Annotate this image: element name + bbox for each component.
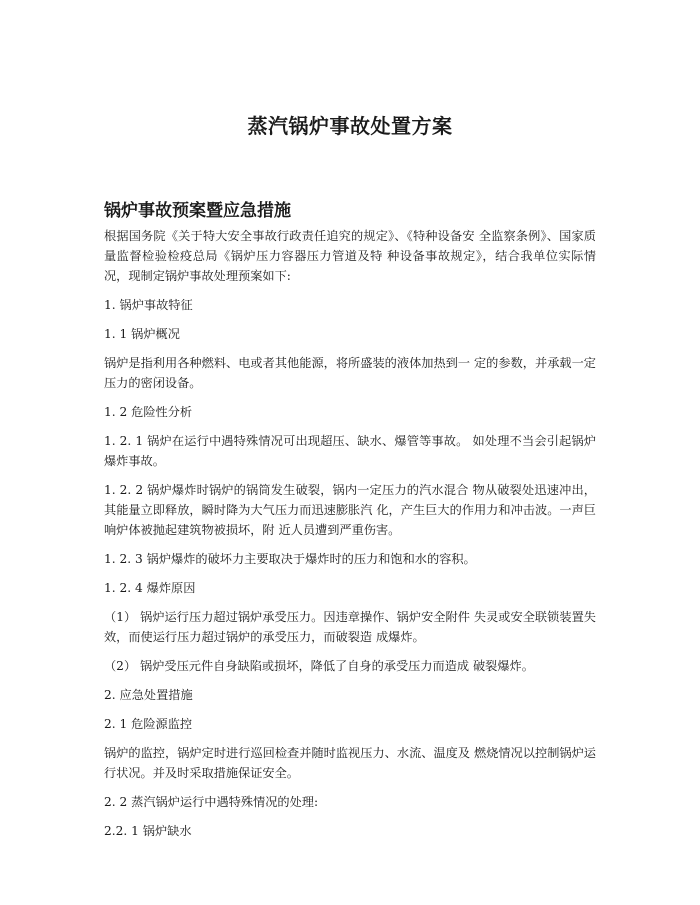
paragraph-cause-1: （1） 锅炉运行压力超过锅炉承受压力。因违章操作、锅炉安全附件 失灵或安全联锁装置失效，而使运行压力超过锅炉的承受压力，而破裂造 成爆炸。: [104, 610, 596, 644]
paragraph-heading-2: 2. 应急处置措施: [104, 688, 193, 702]
paragraph-heading-1-2: 1. 2 危险性分析: [104, 405, 193, 419]
paragraph-heading-1-1: 1. 1 锅炉概况: [104, 327, 180, 341]
paragraph-1-2-3: 1. 2. 3 锅炉爆炸的破坏力主要取决于爆炸时的压力和饱和水的容积。: [104, 552, 476, 566]
paragraph-1-2-4: 1. 2. 4 爆炸原因: [104, 581, 196, 595]
section-heading: 锅炉事故预案暨应急措施: [104, 201, 291, 221]
paragraph-cause-2: （2） 锅炉受压元件自身缺陷或损坏，降低了自身的承受压力而造成 破裂爆炸。: [104, 659, 534, 673]
document-title: 蒸汽锅炉事故处置方案: [247, 114, 453, 138]
paragraph-heading-2-2: 2. 2 蒸汽锅炉运行中遇特殊情况的处理:: [104, 795, 319, 809]
paragraph-boiler-overview: 锅炉是指利用各种燃料、电或者其他能源，将所盛装的液体加热到一 定的参数，并承载一定压力的密闭设备。: [104, 356, 596, 390]
paragraph-heading-1: 1. 锅炉事故特征: [104, 298, 193, 312]
paragraph-intro: 根据国务院《关于特大安全事故行政责任追究的规定》、《特种设备安 全监察条例》、国家质量监督检验检疫总局《锅炉压力容器压力管道及特 种设备事故规定》，结合我单位实际情况，现制定锅炉事故处理预案如下:: [104, 229, 596, 283]
paragraph-1-2-2: 1. 2. 2 锅炉爆炸时锅炉的锅筒发生破裂，锅内一定压力的汽水混合 物从破裂处迅速冲出，其能量立即释放，瞬时降为大气压力而迅速膨胀汽 化，产生巨大的作用力和冲击波。一声巨响炉体被抛起建筑物被损坏，附 近人员遭到严重伤害。: [104, 483, 596, 537]
paragraph-monitoring: 锅炉的监控，锅炉定时进行巡回检查并随时监视压力、水流、温度及 燃烧情况以控制锅炉运行状况。并及时采取措施保证安全。: [104, 746, 596, 780]
paragraph-heading-2-2-1: 2.2. 1 锅炉缺水: [104, 824, 192, 838]
paragraph-1-2-1: 1. 2. 1 锅炉在运行中遇特殊情况可出现超压、缺水、爆管等事故。 如处理不当会引起锅炉爆炸事故。: [104, 434, 596, 468]
document-body: [104, 226, 596, 850]
paragraph-heading-2-1: 2. 1 危险源监控: [104, 717, 193, 731]
